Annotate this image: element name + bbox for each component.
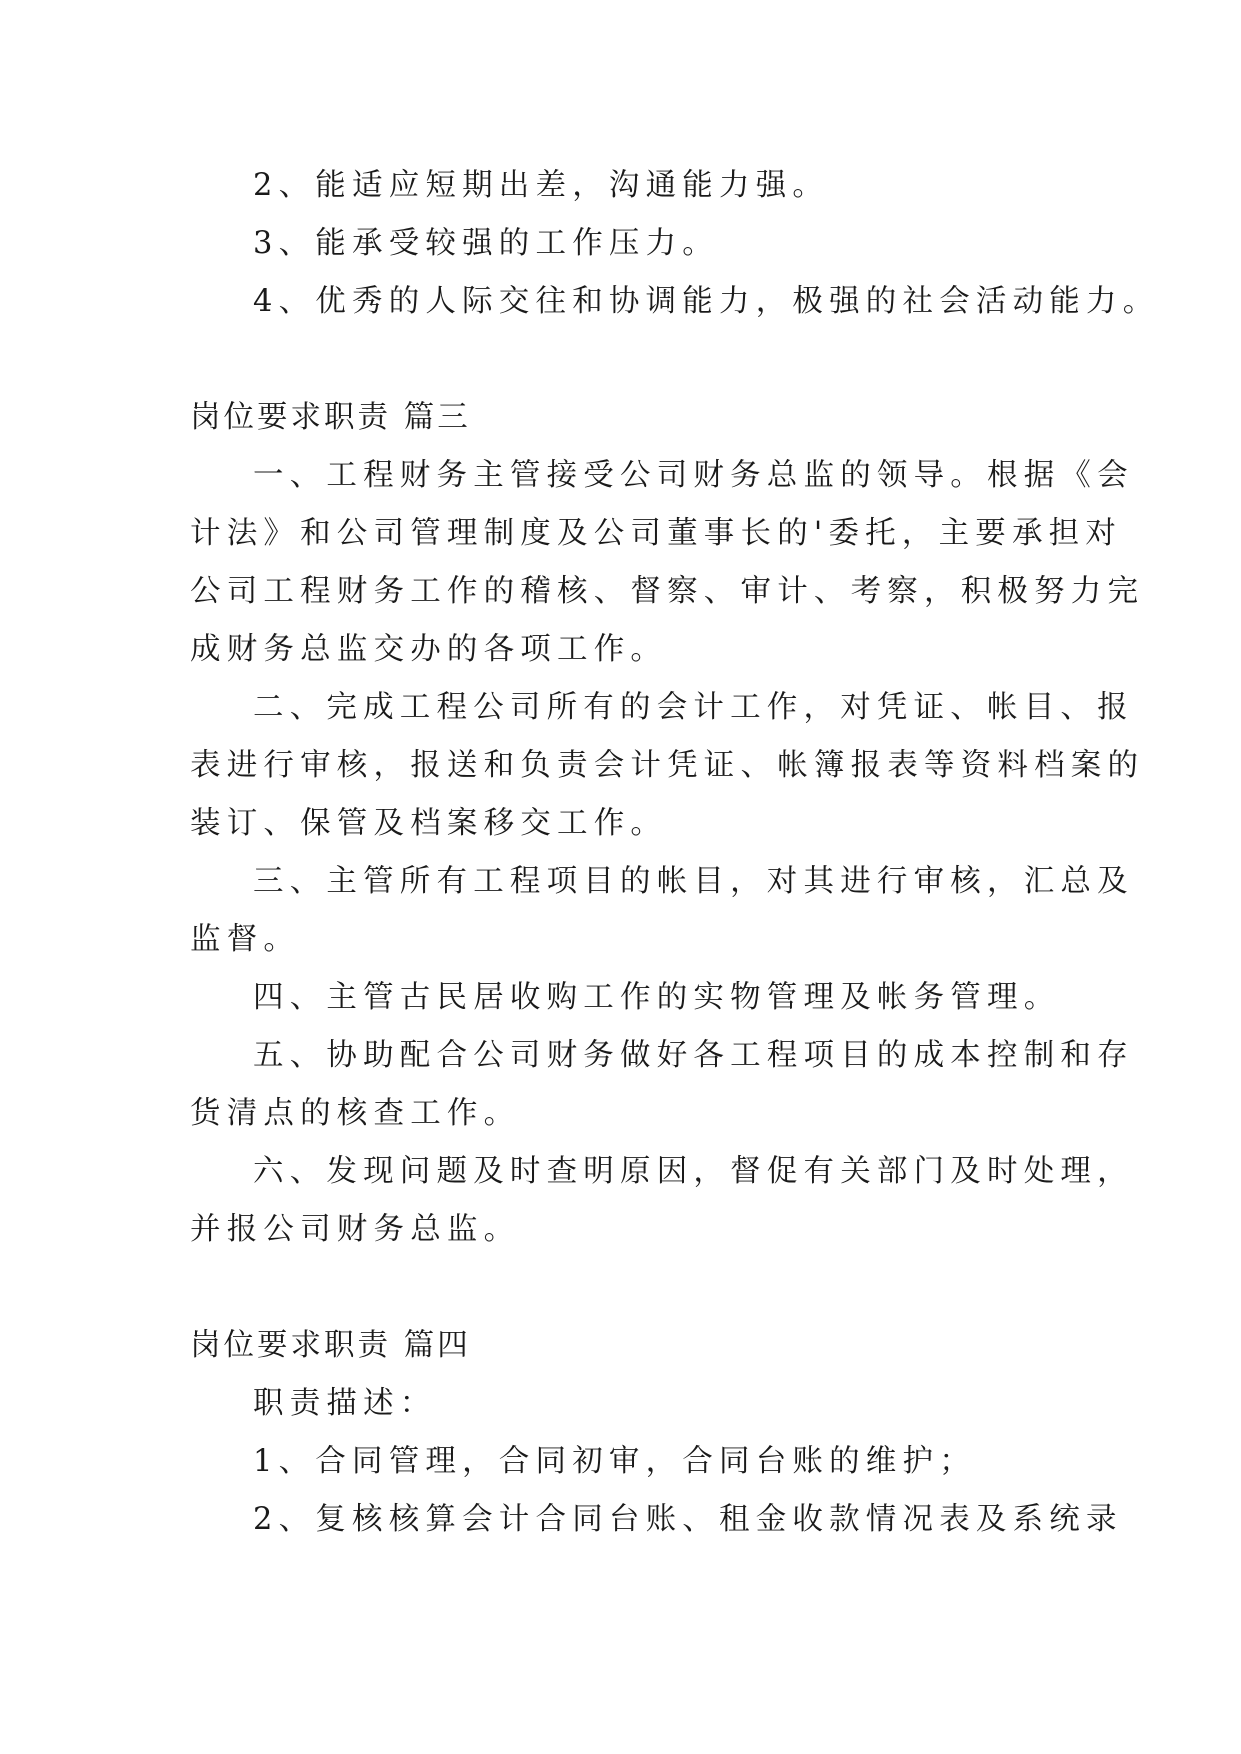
paragraph-1-line-4: 成财务总监交办的各项工作。 (190, 632, 668, 667)
section-heading-part-4: 岗位要求职责 篇四 (190, 1328, 471, 1363)
paragraph-2-line-1: 二、完成工程公司所有的会计工作，对凭证、帐目、报 (253, 690, 1134, 725)
duty-item-2: 2、复核核算会计合同台账、租金收款情况表及系统录 (253, 1502, 1123, 1537)
duties-label: 职责描述： (253, 1386, 437, 1421)
list-item-2: 2、能适应短期出差，沟通能力强。 (253, 168, 830, 203)
paragraph-3-line-1: 三、主管所有工程项目的帐目，对其进行审核，汇总及 (253, 864, 1134, 899)
paragraph-3-line-2: 监督。 (190, 922, 301, 957)
section-heading-part-3: 岗位要求职责 篇三 (190, 400, 471, 435)
paragraph-2-line-3: 装订、保管及档案移交工作。 (190, 806, 668, 841)
paragraph-4-line-1: 四、主管古民居收购工作的实物管理及帐务管理。 (253, 980, 1061, 1015)
list-item-4: 4、优秀的人际交往和协调能力，极强的社会活动能力。 (253, 284, 1160, 319)
paragraph-1-line-1: 一、工程财务主管接受公司财务总监的领导。根据《会 (253, 458, 1134, 493)
paragraph-2-line-2: 表进行审核，报送和负责会计凭证、帐簿报表等资料档案的 (190, 748, 1145, 783)
paragraph-6-line-2: 并报公司财务总监。 (190, 1212, 521, 1247)
paragraph-1-line-2: 计法》和公司管理制度及公司董事长的'委托，主要承担对 (190, 516, 1123, 551)
paragraph-5-line-1: 五、协助配合公司财务做好各工程项目的成本控制和存 (253, 1038, 1134, 1073)
list-item-3: 3、能承受较强的工作压力。 (253, 226, 720, 261)
duty-item-1: 1、合同管理，合同初审，合同台账的维护； (253, 1444, 976, 1479)
paragraph-5-line-2: 货清点的核查工作。 (190, 1096, 521, 1131)
paragraph-6-line-1: 六、发现问题及时查明原因，督促有关部门及时处理， (253, 1154, 1134, 1189)
paragraph-1-line-3: 公司工程财务工作的稽核、督察、审计、考察，积极努力完 (190, 574, 1145, 609)
